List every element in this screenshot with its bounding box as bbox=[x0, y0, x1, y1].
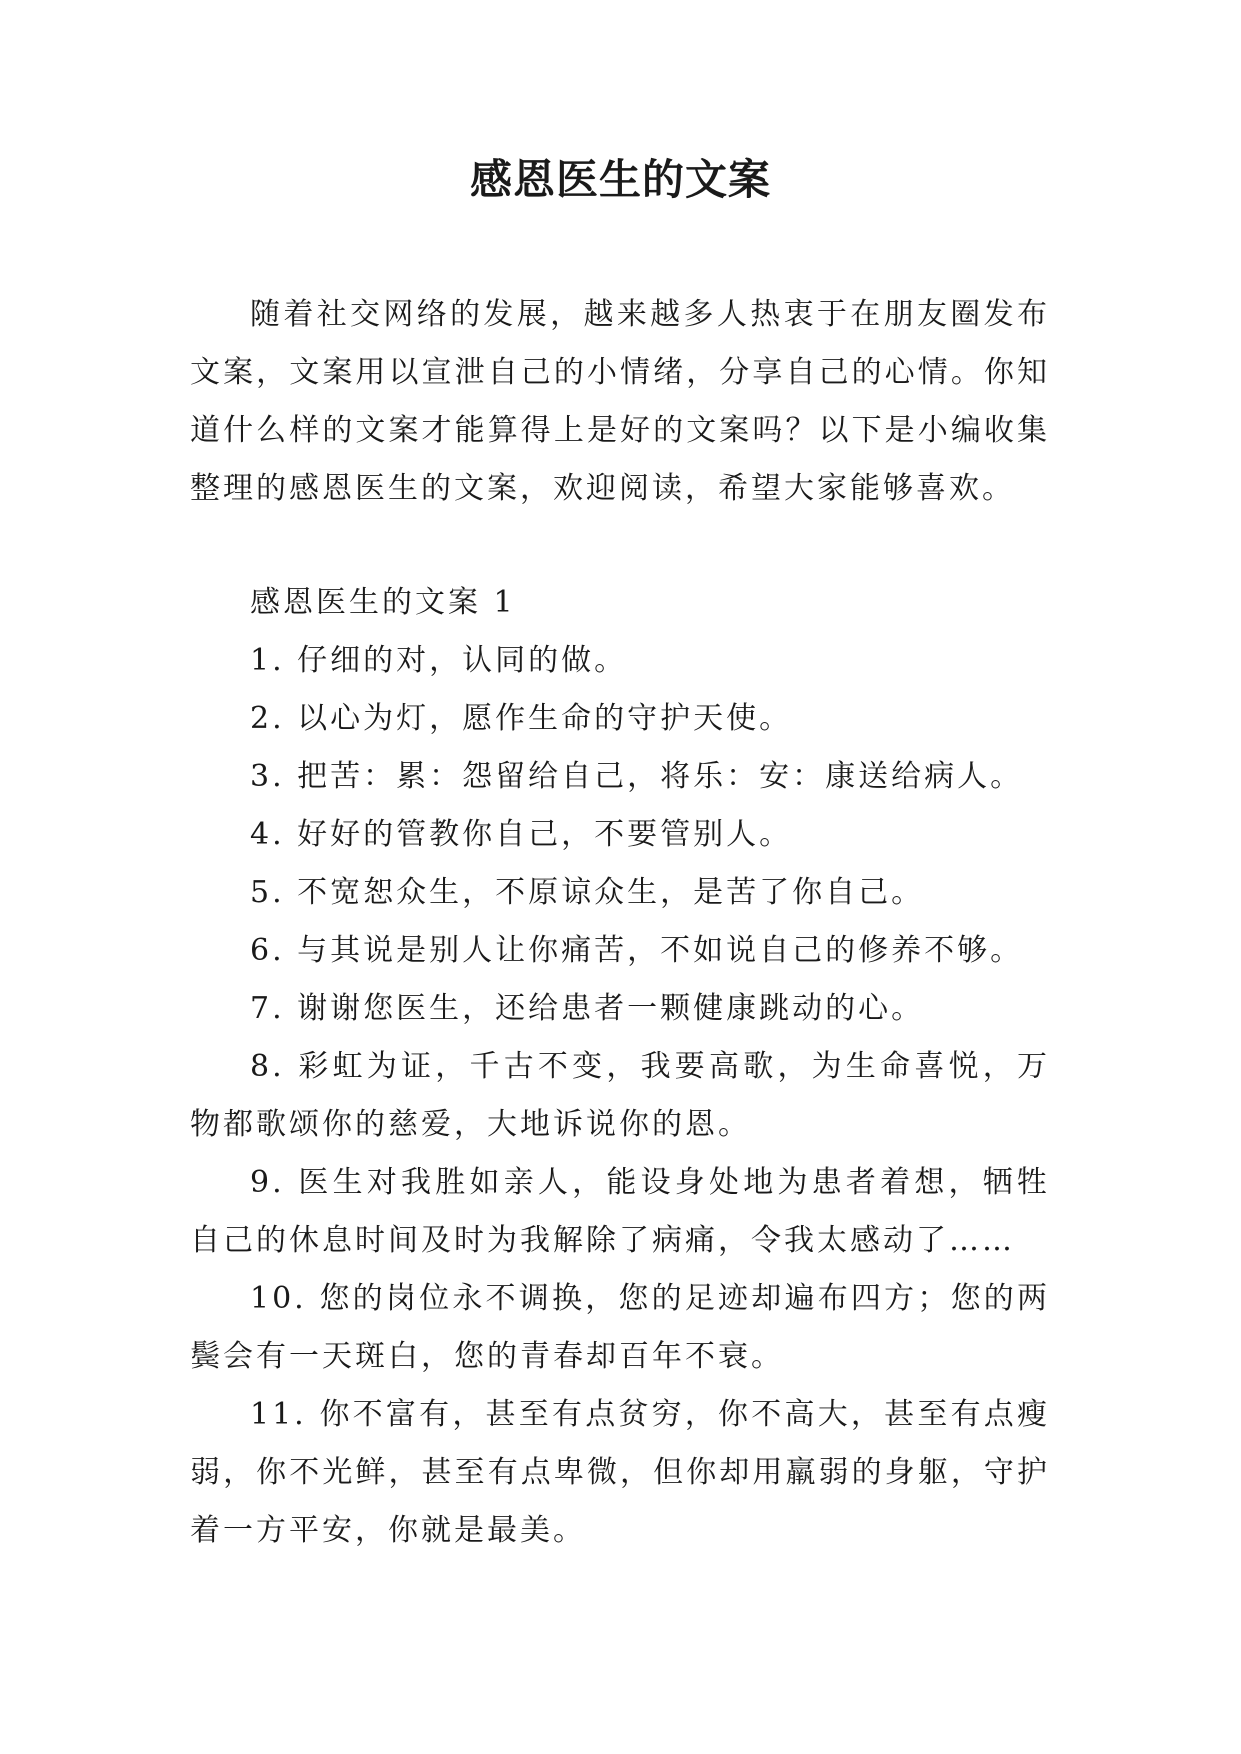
section-heading: 感恩医生的文案 1 bbox=[250, 585, 516, 620]
list-item: 1. 仔细的对，认同的做。 bbox=[250, 643, 628, 678]
list-item: 10. 您的岗位永不调换，您的足迹却遍布四方；您的两鬓会有一天斑白，您的青春却百年不衰。 bbox=[190, 1281, 1050, 1374]
list-item: 8. 彩虹为证，千古不变，我要高歌，为生命喜悦，万物都歌颂你的慈爱，大地诉说你的恩。 bbox=[190, 1049, 1050, 1142]
list-item: 7. 谢谢您医生，还给患者一颗健康跳动的心。 bbox=[250, 991, 925, 1026]
intro-paragraph: 随着社交网络的发展，越来越多人热衷于在朋友圈发布文案，文案用以宣泄自己的小情绪，分享自己的心情。你知道什么样的文案才能算得上是好的文案吗？以下是小编收集整理的感恩医生的文案，欢迎阅读，希望大家能够喜欢。 bbox=[190, 297, 1050, 506]
document-title: 感恩医生的文案 bbox=[469, 155, 771, 204]
list-item: 4. 好好的管教你自己，不要管别人。 bbox=[250, 817, 793, 852]
list-item: 11. 你不富有，甚至有点贫穷，你不高大，甚至有点瘦弱，你不光鲜，甚至有点卑微，但你却用羸弱的身躯，守护着一方平安，你就是最美。 bbox=[190, 1397, 1050, 1548]
document-body bbox=[190, 286, 1050, 1560]
list-item: 5. 不宽恕众生，不原谅众生，是苦了你自己。 bbox=[250, 875, 925, 910]
list-item: 2. 以心为灯，愿作生命的守护天使。 bbox=[250, 701, 793, 736]
list-item: 6. 与其说是别人让你痛苦，不如说自己的修养不够。 bbox=[250, 933, 1024, 968]
list-item: 3. 把苦：累：怨留给自己，将乐：安：康送给病人。 bbox=[250, 759, 1024, 794]
list-item: 9. 医生对我胜如亲人，能设身处地为患者着想，牺牲自己的休息时间及时为我解除了病痛，令我太感动了…… bbox=[190, 1165, 1050, 1258]
